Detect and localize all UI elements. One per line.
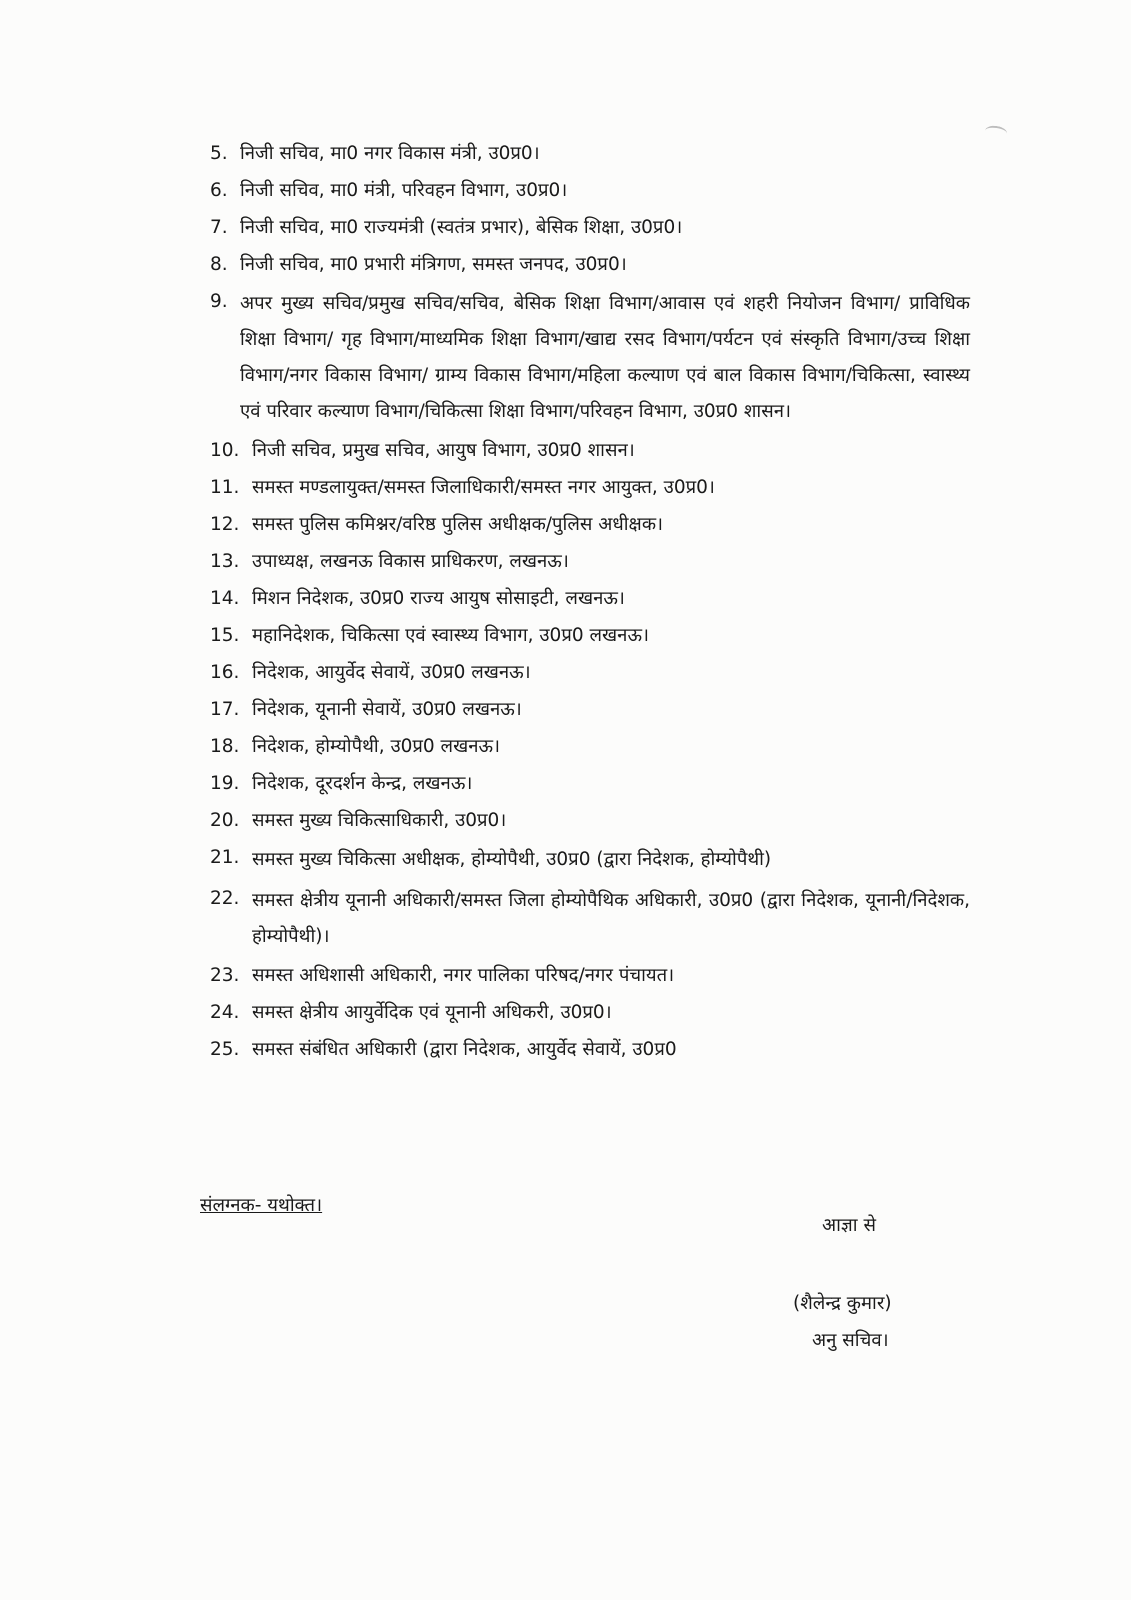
list-item <box>210 509 970 541</box>
item-number: 21. <box>210 847 240 868</box>
item-number: 7. <box>210 217 228 238</box>
list-item <box>210 657 970 689</box>
list-item <box>210 768 970 800</box>
list-item <box>210 583 970 615</box>
item-text: निजी सचिव, मा0 मंत्री, परिवहन विभाग, उ0प्र0। <box>240 180 568 201</box>
item-number: 5. <box>210 143 228 164</box>
list-item <box>210 960 970 992</box>
item-number: 18. <box>210 736 240 757</box>
list-item <box>210 997 970 1029</box>
item-number: 24. <box>210 1002 240 1023</box>
item-text: समस्त संबंधित अधिकारी (द्वारा निदेशक, आयुर्वेद सेवायें, उ0प्र0 <box>252 1039 677 1060</box>
item-number: 23. <box>210 965 240 986</box>
item-number: 15. <box>210 625 240 646</box>
item-text: निजी सचिव, प्रमुख सचिव, आयुष विभाग, उ0प्र0 शासन। <box>252 440 635 461</box>
list-item <box>210 842 970 878</box>
item-number: 17. <box>210 699 240 720</box>
item-number: 19. <box>210 773 240 794</box>
item-text: समस्त मण्डलायुक्त/समस्त जिलाधिकारी/समस्त नगर आयुक्त, उ0प्र0। <box>252 477 715 498</box>
item-number: 13. <box>210 551 240 572</box>
list-item <box>210 212 970 244</box>
item-text: समस्त मुख्य चिकित्साधिकारी, उ0प्र0। <box>252 810 507 831</box>
item-text: निजी सचिव, मा0 राज्यमंत्री (स्वतंत्र प्रभार), बेसिक शिक्षा, उ0प्र0। <box>240 217 683 238</box>
item-text: अपर मुख्य सचिव/प्रमुख सचिव/सचिव, बेसिक शिक्षा विभाग/आवास एवं शहरी नियोजन विभाग/ प्राविधिक शिक्षा विभाग/ गृह विभाग/माध्यमिक शिक्षा विभाग/खाद्य रसद विभाग/पर्यटन एवं संस्कृति विभाग/उच्च शिक्षा विभाग/नगर विकास विभाग/ ग्राम्य विकास विभाग/महिला कल्याण एवं बाल विकास विभाग/चिकित्सा, स्वास्थ्य एवं परिवार कल्याण विभाग/चिकित्सा शिक्षा विभाग/परिवहन विभाग, उ0प्र0 शासन। <box>240 293 970 422</box>
item-number: 9. <box>210 291 228 312</box>
item-text: समस्त मुख्य चिकित्सा अधीक्षक, होम्योपैथी, उ0प्र0 (द्वारा निदेशक, होम्योपैथी) <box>252 849 772 870</box>
list-item <box>210 620 970 652</box>
scan-mark <box>984 125 1007 140</box>
list-item <box>210 472 970 504</box>
item-number: 6. <box>210 180 228 201</box>
item-number: 16. <box>210 662 240 683</box>
list-item <box>210 175 970 207</box>
item-text: उपाध्यक्ष, लखनऊ विकास प्राधिकरण, लखनऊ। <box>252 551 569 572</box>
attachment-note: संलग्नक- यथोक्त। <box>200 1195 323 1216</box>
item-text: निदेशक, आयुर्वेद सेवायें, उ0प्र0 लखनऊ। <box>252 662 531 683</box>
item-number: 22. <box>210 888 240 909</box>
item-text: समस्त पुलिस कमिश्नर/वरिष्ठ पुलिस अधीक्षक/पुलिस अधीक्षक। <box>252 514 664 535</box>
item-text: निदेशक, यूनानी सेवायें, उ0प्र0 लखनऊ। <box>252 699 522 720</box>
item-text: निदेशक, होम्योपैथी, उ0प्र0 लखनऊ। <box>252 736 501 757</box>
item-text: समस्त क्षेत्रीय यूनानी अधिकारी/समस्त जिला होम्योपैथिक अधिकारी, उ0प्र0 (द्वारा निदेशक, यूनानी/निदेशक, होम्योपैथी)। <box>252 890 970 947</box>
list-item <box>210 731 970 763</box>
item-number: 25. <box>210 1039 240 1060</box>
item-text: निजी सचिव, मा0 प्रभारी मंत्रिगण, समस्त जनपद, उ0प्र0। <box>240 254 627 275</box>
signer-designation: अनु सचिव। <box>812 1330 889 1351</box>
item-text: समस्त अधिशासी अधिकारी, नगर पालिका परिषद/नगर पंचायत। <box>252 965 675 986</box>
list-item <box>210 1034 970 1066</box>
item-number: 11. <box>210 477 240 498</box>
list-item <box>210 694 970 726</box>
signer-name: (शैलेन्द्र कुमार) <box>793 1293 892 1314</box>
item-number: 20. <box>210 810 240 831</box>
item-text: समस्त क्षेत्रीय आयुर्वेदिक एवं यूनानी अधिकरी, उ0प्र0। <box>252 1002 612 1023</box>
item-number: 8. <box>210 254 228 275</box>
item-number: 14. <box>210 588 240 609</box>
distribution-list <box>210 138 970 1071</box>
list-item <box>210 435 970 467</box>
list-item <box>210 249 970 281</box>
list-item <box>210 286 970 430</box>
item-text: निजी सचिव, मा0 नगर विकास मंत्री, उ0प्र0। <box>240 143 540 164</box>
list-item <box>210 883 970 955</box>
item-text: निदेशक, दूरदर्शन केन्द्र, लखनऊ। <box>252 773 473 794</box>
list-item <box>210 805 970 837</box>
list-item <box>210 138 970 170</box>
list-item <box>210 546 970 578</box>
item-text: मिशन निदेशक, उ0प्र0 राज्य आयुष सोसाइटी, लखनऊ। <box>252 588 625 609</box>
item-number: 10. <box>210 440 240 461</box>
item-number: 12. <box>210 514 240 535</box>
item-text: महानिदेशक, चिकित्सा एवं स्वास्थ्य विभाग, उ0प्र0 लखनऊ। <box>252 625 649 646</box>
order-line: आज्ञा से <box>822 1215 876 1236</box>
